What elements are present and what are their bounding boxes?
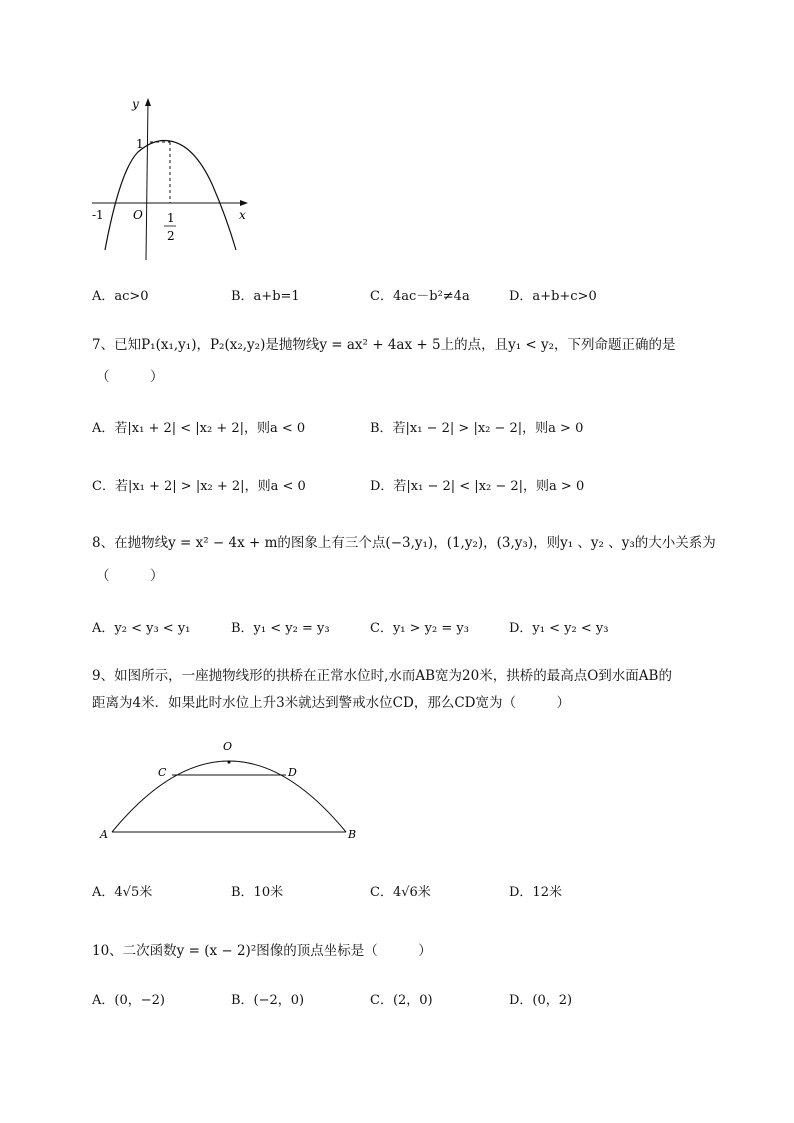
half-numerator: 1 bbox=[167, 211, 175, 225]
q9-stem-line2: 距离为4米．如果此时水位上升3米就达到警戒水位CD，那么CD宽为（ ） bbox=[92, 695, 570, 711]
label-d: D bbox=[288, 766, 297, 779]
label-c: C bbox=[158, 766, 167, 779]
q6-option-b: B．a+b=1 bbox=[231, 289, 300, 304]
q10-option-c: C．(2，0) bbox=[370, 993, 433, 1008]
q10-option-b: B．(−2，0) bbox=[231, 993, 305, 1008]
q9-stem-line1: 9、如图所示，一座抛物线形的拱桥在正常水位时,水而AB宽为20米，拱桥的最高点O到水面AB的 bbox=[92, 668, 672, 684]
parabola-graph bbox=[88, 92, 258, 262]
q10-stem: 10、二次函数y = (x − 2)²图像的顶点坐标是（ ） bbox=[92, 943, 432, 959]
q6-option-a: A．ac>0 bbox=[92, 289, 149, 304]
q7-option-b: B．若|x₁ − 2| > |x₂ − 2|，则a > 0 bbox=[370, 421, 584, 436]
q7-option-c: C．若|x₁ + 2| > |x₂ + 2|，则a < 0 bbox=[92, 479, 306, 494]
q9-option-d: D．12米 bbox=[509, 885, 562, 900]
q7-answer-blank: （ ） bbox=[96, 369, 164, 385]
y-axis-arrow bbox=[145, 98, 151, 106]
half-denominator: 2 bbox=[167, 229, 175, 243]
q10-option-d: D．(0，2) bbox=[509, 993, 573, 1008]
label-a: A bbox=[100, 828, 108, 841]
q8-option-d: D．y₁ < y₂ < y₃ bbox=[509, 621, 609, 636]
q8-answer-blank: （ ） bbox=[96, 568, 164, 584]
label-b: B bbox=[348, 828, 357, 841]
q6-option-c: C．4ac－b²≠4a bbox=[370, 289, 470, 304]
y-axis bbox=[146, 100, 148, 260]
q7-option-d: D．若|x₁ − 2| < |x₂ − 2|，则a > 0 bbox=[370, 479, 585, 494]
origin-label: O bbox=[133, 208, 143, 222]
tick-label-one: 1 bbox=[136, 137, 144, 151]
q9-option-a: A．4√5米 bbox=[92, 885, 153, 900]
label-o: O bbox=[223, 740, 233, 753]
q9-option-c: C．4√6米 bbox=[370, 885, 431, 900]
y-axis-label: y bbox=[132, 97, 139, 111]
arch-curve bbox=[112, 761, 346, 832]
tick-label-neg-one: -1 bbox=[92, 208, 104, 222]
q10-option-a: A．(0，−2) bbox=[92, 993, 165, 1008]
q9-option-b: B．10米 bbox=[231, 885, 284, 900]
q8-stem: 8、在抛物线y = x² − 4x + m的图象上有三个点(−3,y₁)，(1,y₂)，(3,y₃)，则y₁ 、y₂ 、y₃的大小关系为 bbox=[92, 535, 716, 551]
q7-stem: 7、已知P₁(x₁,y₁)，P₂(x₂,y₂)是抛物线y = ax² + 4ax + 5上的点，且y₁ < y₂，下列命题正确的是 bbox=[92, 337, 676, 353]
q8-option-c: C．y₁ > y₂ = y₃ bbox=[370, 621, 469, 636]
q8-option-a: A．y₂ < y₃ < y₁ bbox=[92, 621, 191, 636]
arch-bridge-diagram bbox=[96, 734, 366, 846]
q7-option-a: A．若|x₁ + 2| < |x₂ + 2|，则a < 0 bbox=[92, 421, 306, 436]
q8-option-b: B．y₁ < y₂ = y₃ bbox=[231, 621, 330, 636]
q6-option-d: D．a+b+c>0 bbox=[509, 289, 597, 304]
x-axis-arrow bbox=[240, 200, 248, 206]
x-axis-label: x bbox=[239, 208, 246, 222]
apex-point bbox=[227, 760, 230, 763]
